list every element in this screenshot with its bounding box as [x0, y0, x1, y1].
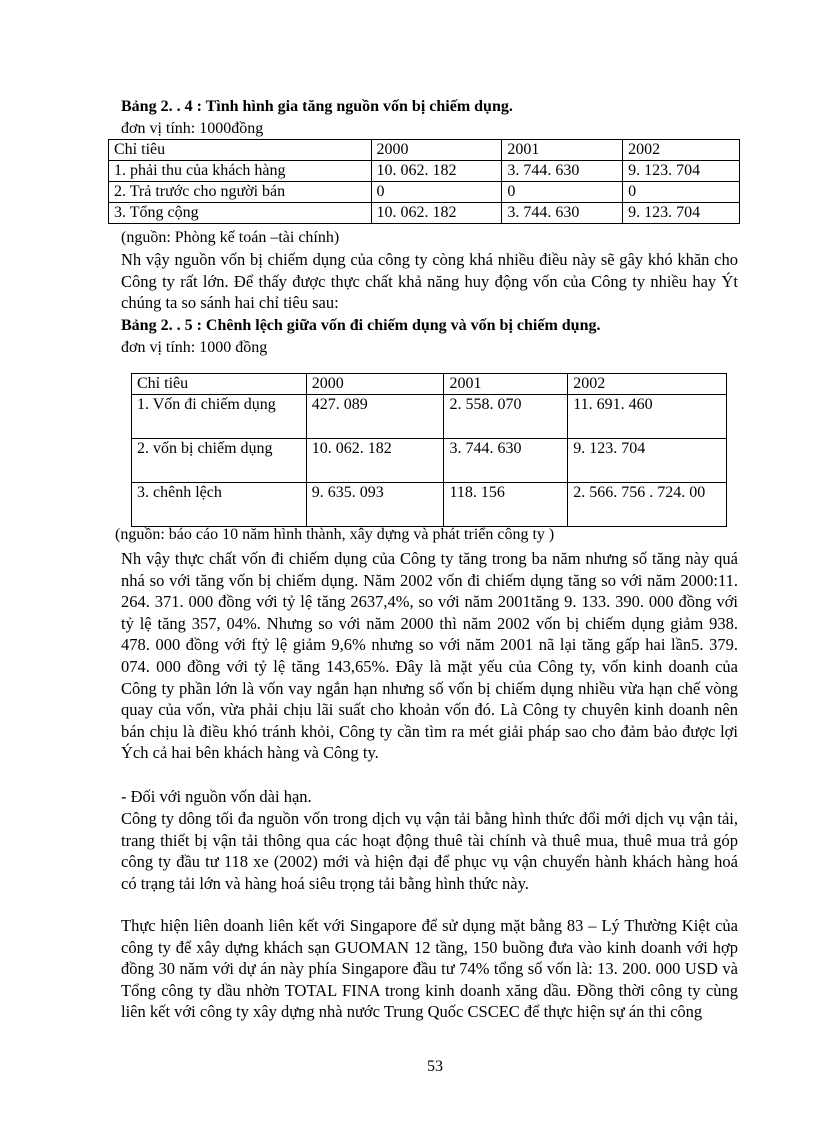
table-row: [109, 161, 740, 182]
table-cell: 10. 062. 182: [371, 161, 502, 182]
table-row: [109, 182, 740, 203]
table-cell: 2. 566. 756 . 724. 00: [568, 483, 727, 527]
table5-caption: Bảng 2. . 5 : Chênh lệch giữa vốn đi chiếm dụng và vốn bị chiếm dụng.: [121, 317, 601, 334]
table-cell: 9. 635. 093: [306, 483, 444, 527]
table-cell: 2002: [568, 374, 727, 395]
table-row: [109, 203, 740, 224]
table-cell: 2. 558. 070: [444, 395, 568, 439]
table-cell: 2001: [444, 374, 568, 395]
table-cell: Chỉ tiêu: [132, 374, 307, 395]
bullet-item: - Đối với nguồn vốn dài hạn.: [121, 787, 312, 806]
table5-source: (nguồn: báo cáo 10 năm hình thành, xây dựng và phát triển công ty ): [115, 526, 555, 543]
table-row: [132, 395, 727, 439]
table-cell: 9. 123. 704: [568, 439, 727, 483]
table-row: [109, 140, 740, 161]
table-cell: 3. Tổng cộng: [109, 203, 372, 224]
paragraph-1: Nh vậy nguồn vốn bị chiếm dụng của công ty còng khá nhiều điều này sẽ gây khó khăn cho Công ty rất lớn. Để thấy được thực chất khả năng huy động vốn của Công ty nhiều hay Ýt chúng ta so sánh hai chỉ tiêu sau:: [121, 250, 738, 313]
table-cell: 2. vốn bị chiếm dụng: [132, 439, 307, 483]
table-cell: 2002: [623, 140, 740, 161]
table-cell: 2000: [306, 374, 444, 395]
table-cell: 9. 123. 704: [623, 161, 740, 182]
table-cell: 427. 089: [306, 395, 444, 439]
table-cell: 3. 744. 630: [444, 439, 568, 483]
table-cell: 0: [371, 182, 502, 203]
table-cell: 2001: [502, 140, 623, 161]
table-cell: 11. 691. 460: [568, 395, 727, 439]
table-cell: 3. 744. 630: [502, 161, 623, 182]
table-cell: 3. chênh lệch: [132, 483, 307, 527]
table5-unit: đơn vị tính: 1000 đồng: [121, 339, 268, 356]
table4-caption: Bảng 2. . 4 : Tình hình gia tăng nguồn vốn bị chiếm dụng.: [121, 98, 513, 115]
table-cell: 1. Vốn đi chiếm dụng: [132, 395, 307, 439]
table5: [131, 373, 727, 527]
table-cell: 2. Trả trước cho người bán: [109, 182, 372, 203]
table-row: [132, 483, 727, 527]
table4-source: (nguồn: Phòng kế toán –tài chính): [121, 229, 340, 246]
table-row: [132, 374, 727, 395]
table-cell: 3. 744. 630: [502, 203, 623, 224]
table-cell: 10. 062. 182: [371, 203, 502, 224]
table-cell: 0: [502, 182, 623, 203]
table-cell: 0: [623, 182, 740, 203]
paragraph-4: Thực hiện liên doanh liên kết với Singapore để sử dụng mặt bằng 83 – Lý Thường Kiệt của công ty để xây dựng khách sạn GUOMAN 12 tầng, 150 buồng đưa vào kinh doanh với hợp đồng 30 năm với dự án này phía Singapore đầu tư 74% tổng số vốn là: 13. 200. 000 USD và Tổng công ty dầu nhờn TOTAL FINA trong kinh doanh xăng dầu. Đồng thời công ty cùng liên kết với công ty xây dựng nhà nước Trung Quốc CSCEC để thực hiện sự án thi công: [121, 916, 738, 1022]
table-row: [132, 439, 727, 483]
paragraph-2: Nh vậy thực chất vốn đi chiếm dụng của Công ty tăng trong ba năm nhưng số tăng này quá nhá so với tăng vốn bị chiếm dụng. Năm 2002 vốn đi chiếm dụng tăng so với năm 2000:11. 264. 371. 000 đồng với tỷ lệ tăng 2637,4%, so với năm 2001tăng 9. 133. 390. 000 đồng với tỷ lệ tăng 357, 04%. Nhưng so với năm 2000 thì năm 2002 vốn bị chiếm dụng giảm 938. 478. 000 đồng với ftỷ lệ giảm 9,6% nhưng so với năm 2001 nã lại tăng gấp hai lần5. 379. 074. 000 đồng với tỷ lệ tăng 143,65%. Đây là mặt yếu của Công ty, vốn kinh doanh của Công ty phần lớn là vốn vay ngắn hạn nhưng số vốn bị chiếm dụng nhiều vừa hạn chế vòng quay của vốn, vừa phải chịu lãi suất cho khoản vốn đó. Là Công ty chuyên kinh doanh nên bán chịu là điều khó tránh khỏi, Công ty cần tìm ra mét giải pháp sao cho đảm bảo được lợi Ých cả hai bên khách hàng và Công ty.: [121, 549, 738, 763]
table-cell: 9. 123. 704: [623, 203, 740, 224]
table-cell: 1. phải thu của khách hàng: [109, 161, 372, 182]
table-cell: 10. 062. 182: [306, 439, 444, 483]
paragraph-3: Công ty dông tối đa nguồn vốn trong dịch vụ vận tải bằng hình thức đổi mới dịch vụ vận tải, trang thiết bị vận tải thông qua các hoạt động thuê tài chính và thuê mua, thuê mua trả góp công ty đầu tư 118 xe (2002) mới và hiện đại để phục vụ vận chuyển hành khách hàng hoá có trạng tải lớn và hàng hoá siêu trọng tải bằng hình thức này.: [121, 809, 738, 893]
table-cell: 118. 156: [444, 483, 568, 527]
table-cell: Chỉ tiêu: [109, 140, 372, 161]
table4: [108, 139, 740, 224]
table4-unit: đơn vị tính: 1000đồng: [121, 120, 264, 137]
table-cell: 2000: [371, 140, 502, 161]
page-number: 53: [427, 1058, 443, 1075]
